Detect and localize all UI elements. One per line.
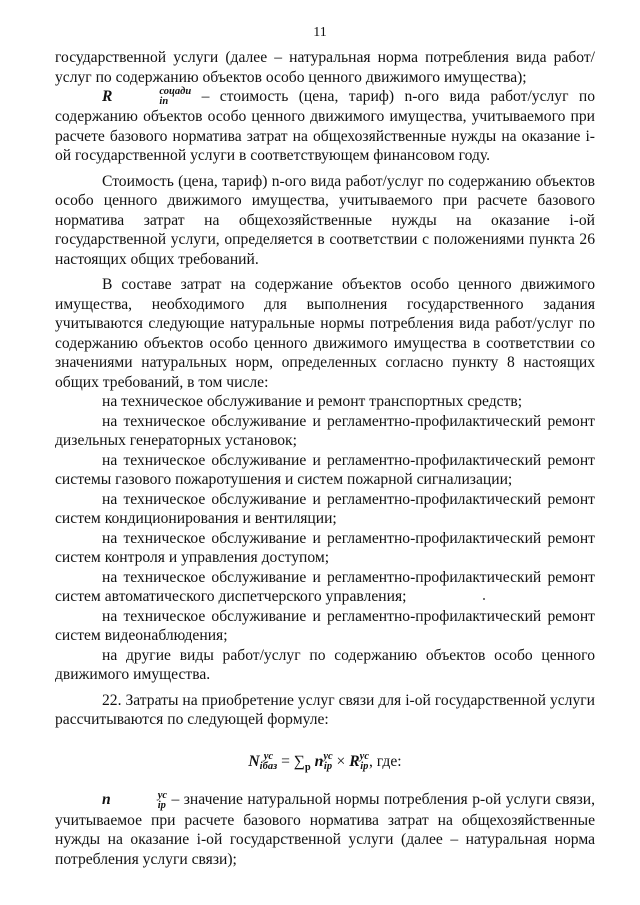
paragraph-continuation: государственной услуги (далее – натуральная норма потребления вида работ/услуг по содержанию объектов особо ценного движимого имущества); bbox=[55, 49, 595, 86]
list-item: на другие виды работ/услуг по содержанию объектов особо ценного движимого имущества. bbox=[55, 646, 595, 684]
page-number: 11 bbox=[313, 25, 327, 40]
paragraph-22: 22. Затраты на приобретение услуг связи для i-ой государственной услуги рассчитываются по следующей формуле: bbox=[55, 691, 595, 729]
paragraph-composition: В составе затрат на содержание объектов особо ценного движимого имущества, необходимого для выполнения государственного задания учитываются следующие натуральные нормы потребления вида работ/услуг по содержанию объектов особо ценного движимого имущества в соответствии со значениями натуральных норм, определенных согласно пункту 8 настоящих общих требований, в том числе: bbox=[55, 276, 595, 391]
definition-n: n ус ip – значение натуральной нормы потребления p-ой услуги связи, учитываемое при расчете базового норматива затрат на общехозяйственные нужды на оказание i-ой государственной услуги (далее – натуральная норма потребления услуги связи); bbox=[55, 789, 595, 868]
formula: N ус iбаз = $\sum_p$ n ус ip × R ус ip , где: bbox=[248, 751, 402, 774]
list-item: на техническое обслуживание и регламентно-профилактический ремонт дизельных генераторных установок; bbox=[55, 412, 595, 450]
list-item: на техническое обслуживание и ремонт транспортных средств; bbox=[102, 393, 523, 411]
symbol-n-norm: n ус ip bbox=[314, 751, 333, 773]
document-body bbox=[55, 48, 595, 869]
list-item: на техническое обслуживание и регламентно-профилактический ремонт системы газового пожаротушения и систем пожарной сигнализации; bbox=[55, 451, 595, 489]
paragraph-cost: Стоимость (цена, тариф) n-ого вида работ/услуг по содержанию объектов особо ценного движимого имущества, учитываемого при расчете базового норматива затрат на общехозяйственные нужды на оказание i-ой государственной услуги, определяется в соответствии с положениями пункта 26 настоящих общих требований. bbox=[55, 172, 595, 268]
scan-speck bbox=[483, 598, 485, 600]
symbol-r-price: R ус ip bbox=[349, 751, 369, 773]
symbol-n-total: N ус iбаз bbox=[248, 751, 278, 773]
list-item: на техническое обслуживание и регламентно-профилактический ремонт систем видеонаблюдения; bbox=[55, 607, 595, 645]
symbol-r: R соцади in bbox=[102, 86, 192, 108]
list-item: на техническое обслуживание и регламентно-профилактический ремонт систем автоматического диспетчерского управления; bbox=[55, 568, 595, 606]
symbol-n-def: n ус ip bbox=[102, 789, 168, 811]
sum-symbol: $\sum_p$ bbox=[293, 752, 311, 774]
list-item: на техническое обслуживание и регламентно-профилактический ремонт систем контроля и управления доступом; bbox=[55, 529, 595, 567]
definition-r: R соцади in – стоимость (цена, тариф) n-ого вида работ/услуг по содержанию объектов особо ценного движимого имущества, учитываемого при расчете базового норматива затрат на общехозяйственные нужды на оказание i-ой государственной услуги в соответствующем финансовом году. bbox=[55, 86, 595, 165]
list-item: на техническое обслуживание и регламентно-профилактический ремонт систем кондиционирования и вентиляции; bbox=[55, 490, 595, 528]
